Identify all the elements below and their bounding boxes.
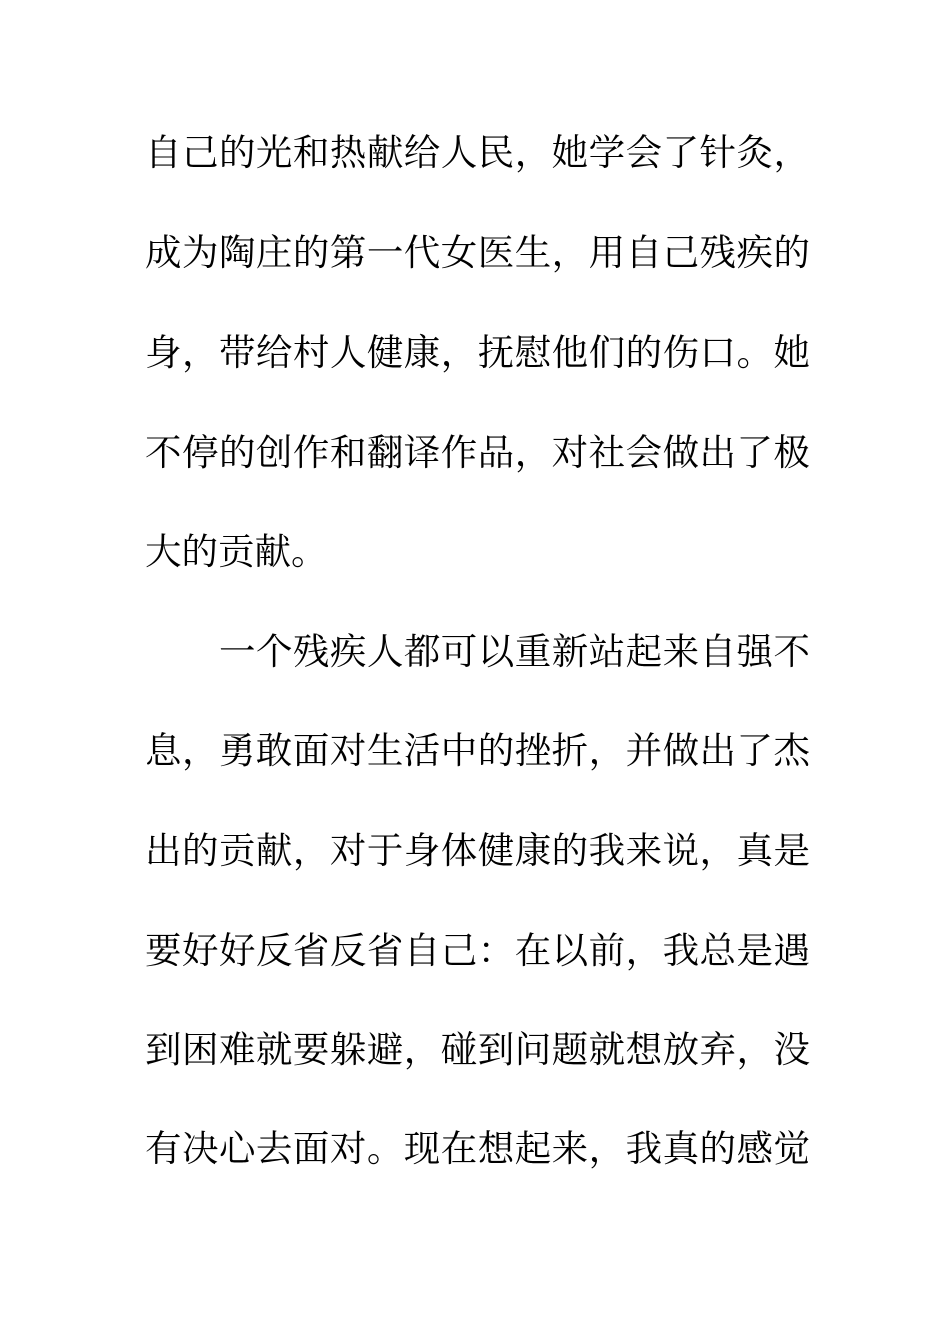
text-line-7: 息，勇敢面对生活中的挫折，并做出了杰 <box>145 729 810 772</box>
text-line-2: 成为陶庄的第一代女医生，用自己残疾的 <box>145 231 810 274</box>
paragraph-start-line: 一个残疾人都可以重新站起来自强不 <box>219 630 810 673</box>
text-line-5: 大的贡献。 <box>145 530 328 573</box>
text-line-8: 出的贡献，对于身体健康的我来说，真是 <box>145 829 810 872</box>
text-line-9: 要好好反省反省自己：在以前，我总是遇 <box>145 929 810 972</box>
text-line-1: 自己的光和热献给人民，她学会了针灸， <box>145 131 810 174</box>
text-line-3: 身，带给村人健康，抚慰他们的伤口。她 <box>145 331 810 374</box>
text-line-10: 到困难就要躲避，碰到问题就想放弃，没 <box>145 1028 810 1071</box>
text-line-4: 不停的创作和翻译作品，对社会做出了极 <box>145 431 810 474</box>
text-line-11: 有决心去面对。现在想起来，我真的感觉 <box>145 1127 810 1170</box>
